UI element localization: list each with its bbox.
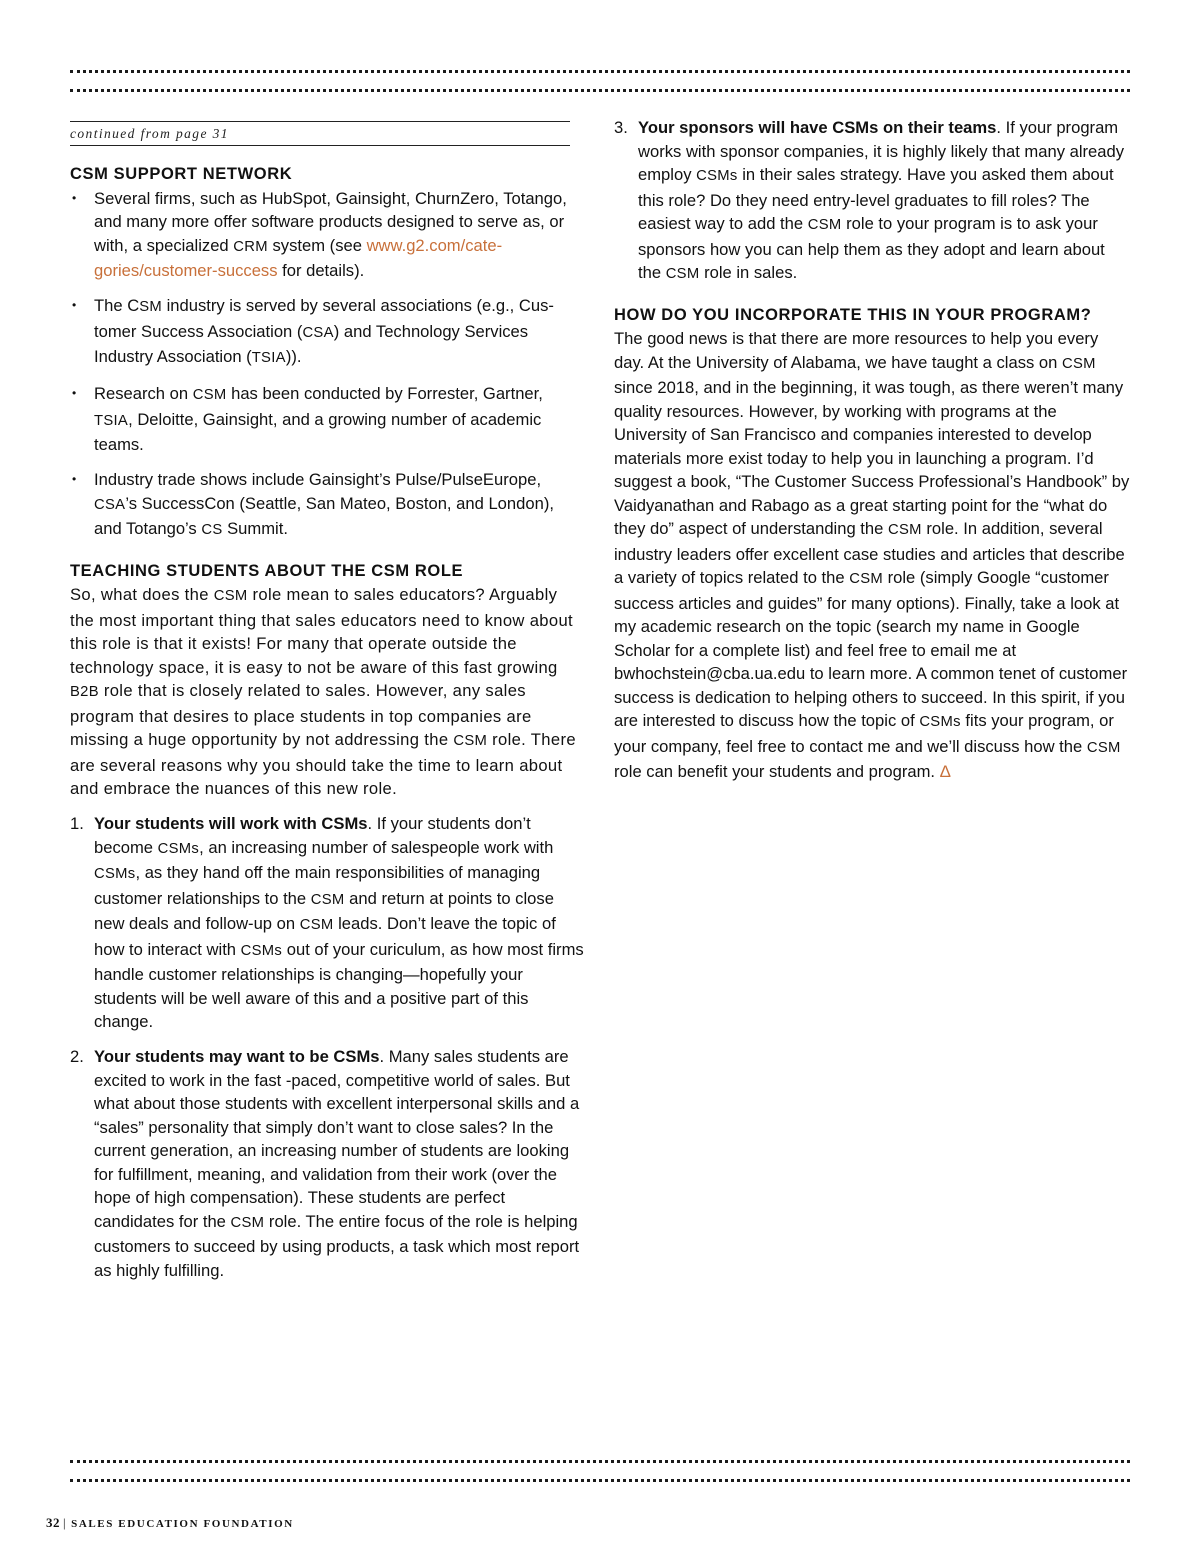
list-item: 1. Your students will work with CSMs. If your students don’t become CSMs, an increasing number of salespeople work with CSMs, as they hand off the main responsibilities of managing customer relationships to the CSM and return at points to close new deals and follow-up on CSM leads. Don’t leave the topic of how to interact with CSMs out of your curiculum, as how most firms handle customer relationships is changing—hopefully your students will be well aware of this and a positive part of this change. (70, 814, 584, 1031)
list-item: • Several firms, such as HubSpot, Gainsight, ChurnZero, Totango, and many more offer software products designed to serve as, or with, a specialized CRM system (see www.g2.com/categories/customer-success for details). (72, 188, 567, 280)
bottom-dotted-rule-1 (70, 1460, 1130, 1463)
bottom-dotted-rule-2 (70, 1479, 1130, 1482)
top-dotted-rule-1 (70, 70, 1130, 73)
bullet-mark: • (72, 472, 77, 486)
list-item: • Industry trade shows include Gainsight’s Pulse/PulseEurope, CSA’s SuccessCon (Seattle, San Mateo, Boston, and London), and Totango’s CS Summit. (72, 470, 554, 538)
list-item: 2. Your students may want to be CSMs. Many sales students are excited to work in the fast -paced, competitive world of sales. But what about those students with excellent interpersonal skills and a “sales” personality that simply don’t want to close sales? In the current generation, an increasing number of students are looking for fulfillment, meaning, and validation from their work (over the hope of high compensation). These students are perfect candidates for the CSM role. The entire focus of the role is helping customers to succeed by using products, a task which most report as highly fulfilling. (70, 1047, 580, 1280)
support-network-list (70, 187, 586, 543)
footer-separator: | (63, 1516, 68, 1530)
page-footer (46, 1515, 294, 1531)
continued-from-label: continued from page 31 (70, 121, 570, 146)
left-column (70, 116, 586, 1294)
incorporate-heading: HOW DO YOU INCORPORATE THIS IN YOUR PROGRAM? (614, 305, 1092, 324)
reasons-list (70, 812, 586, 1282)
list-item: • The CSM industry is served by several associations (e.g., Customer Success Association (CSA) and Technology Services Industry Association (TSIA)). (72, 296, 554, 366)
page-number: 32 (46, 1515, 60, 1530)
teaching-paragraph: So, what does the CSM role mean to sales educators? Arguably the most important thing that sales educators need to know about this role is that it exists! For many that operate outside the technology space, it is easy to not be aware of this fast growing B2B role that is closely related to sales. However, any sales program that desires to place students in top companies are missing a huge opportunity by not addressing the CSM role. There are several reasons why you should take the time to learn about and embrace the nuances of this new role. (70, 585, 576, 798)
item-number: 3. (614, 118, 628, 137)
bullet-mark: • (72, 298, 77, 312)
item-number: 1. (70, 814, 84, 833)
list-item: • Research on CSM has been conducted by Forrester, Gartner, TSIA, Deloitte, Gainsight, and a growing number of academic teams. (72, 384, 543, 454)
right-column (614, 116, 1130, 784)
list-item: 3. Your sponsors will have CSMs on their teams. If your program works with sponsor companies, it is highly likely that many already employ CSMs in their sales strategy. Have you asked them about this role? Do they need entry-level graduates to fill roles? The easiest way to add the CSM role to your program is to ask your sponsors how you can help them as they adopt and learn about the CSM role in sales. (614, 118, 1125, 282)
g2-link[interactable]: www.g2.com/categories/customer-success (94, 235, 503, 280)
incorporate-paragraph: The good news is that there are more resources to help you every day. At the University of Alabama, we have taught a class on CSM since 2018, and in the beginning, it was tough, as there weren’t many quality resources. However, by working with programs at the University of San Francisco and companies interested to develop materials more exist today to help you in launching a program. I’d suggest a book, “The Customer Success Professional’s Handbook” by Vaidyanathan and Rabago as a great starting point for the “what do they do” aspect of understanding the CSM role. In addition, several industry leaders offer excellent case studies and articles that describe a variety of topics related to the CSM role (simply Google “customer success articles and guides” for many options). Finally, take a look at my academic research on the topic (search my name in Google Scholar for a complete list) and feel free to email me at bwhochstein@cba.ua.edu to learn more. A common tenet of customer success is dedication to helping others to succeed. In this spirit, if you are interested to discuss how the topic of CSMs fits your program, or your company, feel free to contact me and we’ll discuss how the CSM role can benefit your students and program. Δ (614, 329, 1130, 781)
bullet-mark: • (72, 386, 77, 400)
end-mark-icon: Δ (939, 762, 951, 781)
top-dotted-rule-2 (70, 89, 1130, 92)
reasons-list-continued (614, 116, 1130, 287)
bullet-mark: • (72, 190, 77, 205)
publication-name: SALES EDUCATION FOUNDATION (71, 1518, 294, 1530)
item-number: 2. (70, 1047, 84, 1066)
support-network-heading: CSM SUPPORT NETWORK (70, 165, 293, 183)
teaching-heading: TEACHING STUDENTS ABOUT THE CSM ROLE (70, 561, 464, 580)
